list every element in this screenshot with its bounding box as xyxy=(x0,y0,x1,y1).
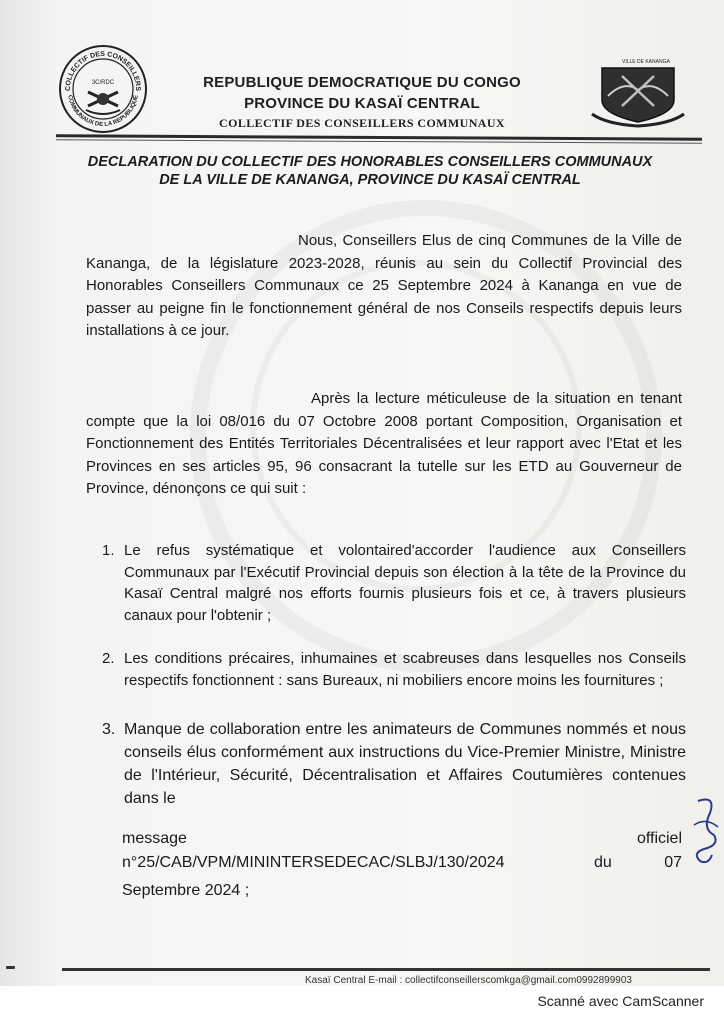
paragraph-intro: Nous, Conseillers Elus de cinq Communes de la Ville de Kananga, de la législature 2023-2028, réunis au sein du Collectif Provincial des Honorables Conseillers Communaux ce 25 Septembre 2024 à Kananga en vue de passer au peigne fin le fonctionnement général de nos Conseils respectifs depuis leurs installations à ce jour. xyxy=(86,232,682,339)
list-item: 1. Le refus systématique et volontaired'accorder l'audience aux Conseillers Communaux par l'Exécutif Provincial depuis son élection à la tête de la Province du Kasaï Central malgré nos efforts fournis plusieurs fois et ce, à travers plusieurs canaux pour l'obtenir ; xyxy=(102,542,686,624)
grievance-list-1 xyxy=(102,540,686,626)
reference-line-message: message officiel xyxy=(122,830,682,847)
reference-line-date: Septembre 2024 ; xyxy=(122,882,250,899)
list-item: 2. Les conditions précaires, inhumaines et scabreuses dans lesquelles nos Conseils respectifs fonctionnent : sans Bureaux, ni mobiliers encore moins les fournitures ; xyxy=(102,650,686,689)
grievance-list-3 xyxy=(102,718,686,810)
reference-line-number: n°25/CAB/VPM/MININTERSEDECAC/SLBJ/130/2024 du 07 xyxy=(122,854,682,871)
list-item: 3. Manque de collaboration entre les animateurs de Communes nommés et nous conseils élus conformément aux instructions du Vice-Premier Ministre, Ministre de l'Intérieur, Sécurité, Décentralisation et Affaires Coutumières contenues dans le xyxy=(102,721,686,807)
footer-contact: Kasaï Central E-mail : collectifconseillerscomkga@gmail.com0992899903 xyxy=(305,975,632,986)
header-collectif: COLLECTIF DES CONSEILLERS COMMUNAUX xyxy=(219,116,505,130)
declaration-title-line2: DE LA VILLE DE KANANGA, PROVINCE DU KASAÏ CENTRAL xyxy=(159,172,581,188)
svg-text:3C/RDC: 3C/RDC xyxy=(91,80,115,86)
handwritten-initials xyxy=(690,795,722,865)
grievance-list-2 xyxy=(102,648,686,691)
svg-text:COLLECTIF DES CONSEILLERS: COLLECTIF DES CONSEILLERS xyxy=(64,50,142,92)
svg-text:VILLE DE KANANGA: VILLE DE KANANGA xyxy=(622,59,670,65)
header-province: PROVINCE DU KASAÏ CENTRAL xyxy=(244,95,480,112)
footer-rule xyxy=(62,968,710,971)
paragraph-context: Après la lecture méticuleuse de la situation en tenant compte que la loi 08/016 du 07 Octobre 2008 portant Composition, Organisation et Fonctionnement des Entités Territoriales Décentralisées et leur rapport avec l'Etat et les Provinces en ses articles 95, 96 consacrant la tutelle sur les ETD au Gouverneur de Province, dénonçons ce qui suit : xyxy=(86,390,682,497)
declaration-title-line1: DECLARATION DU COLLECTIF DES HONORABLES CONSEILLERS COMMUNAUX xyxy=(87,154,653,170)
scan-mark xyxy=(6,966,15,969)
camscanner-watermark: Scanné avec CamScanner xyxy=(537,993,704,1009)
svg-text:COMMUNAUX DE LA REPUBLIQUE: COMMUNAUX DE LA REPUBLIQUE xyxy=(66,94,140,129)
header-country: REPUBLIQUE DEMOCRATIQUE DU CONGO xyxy=(203,74,521,91)
